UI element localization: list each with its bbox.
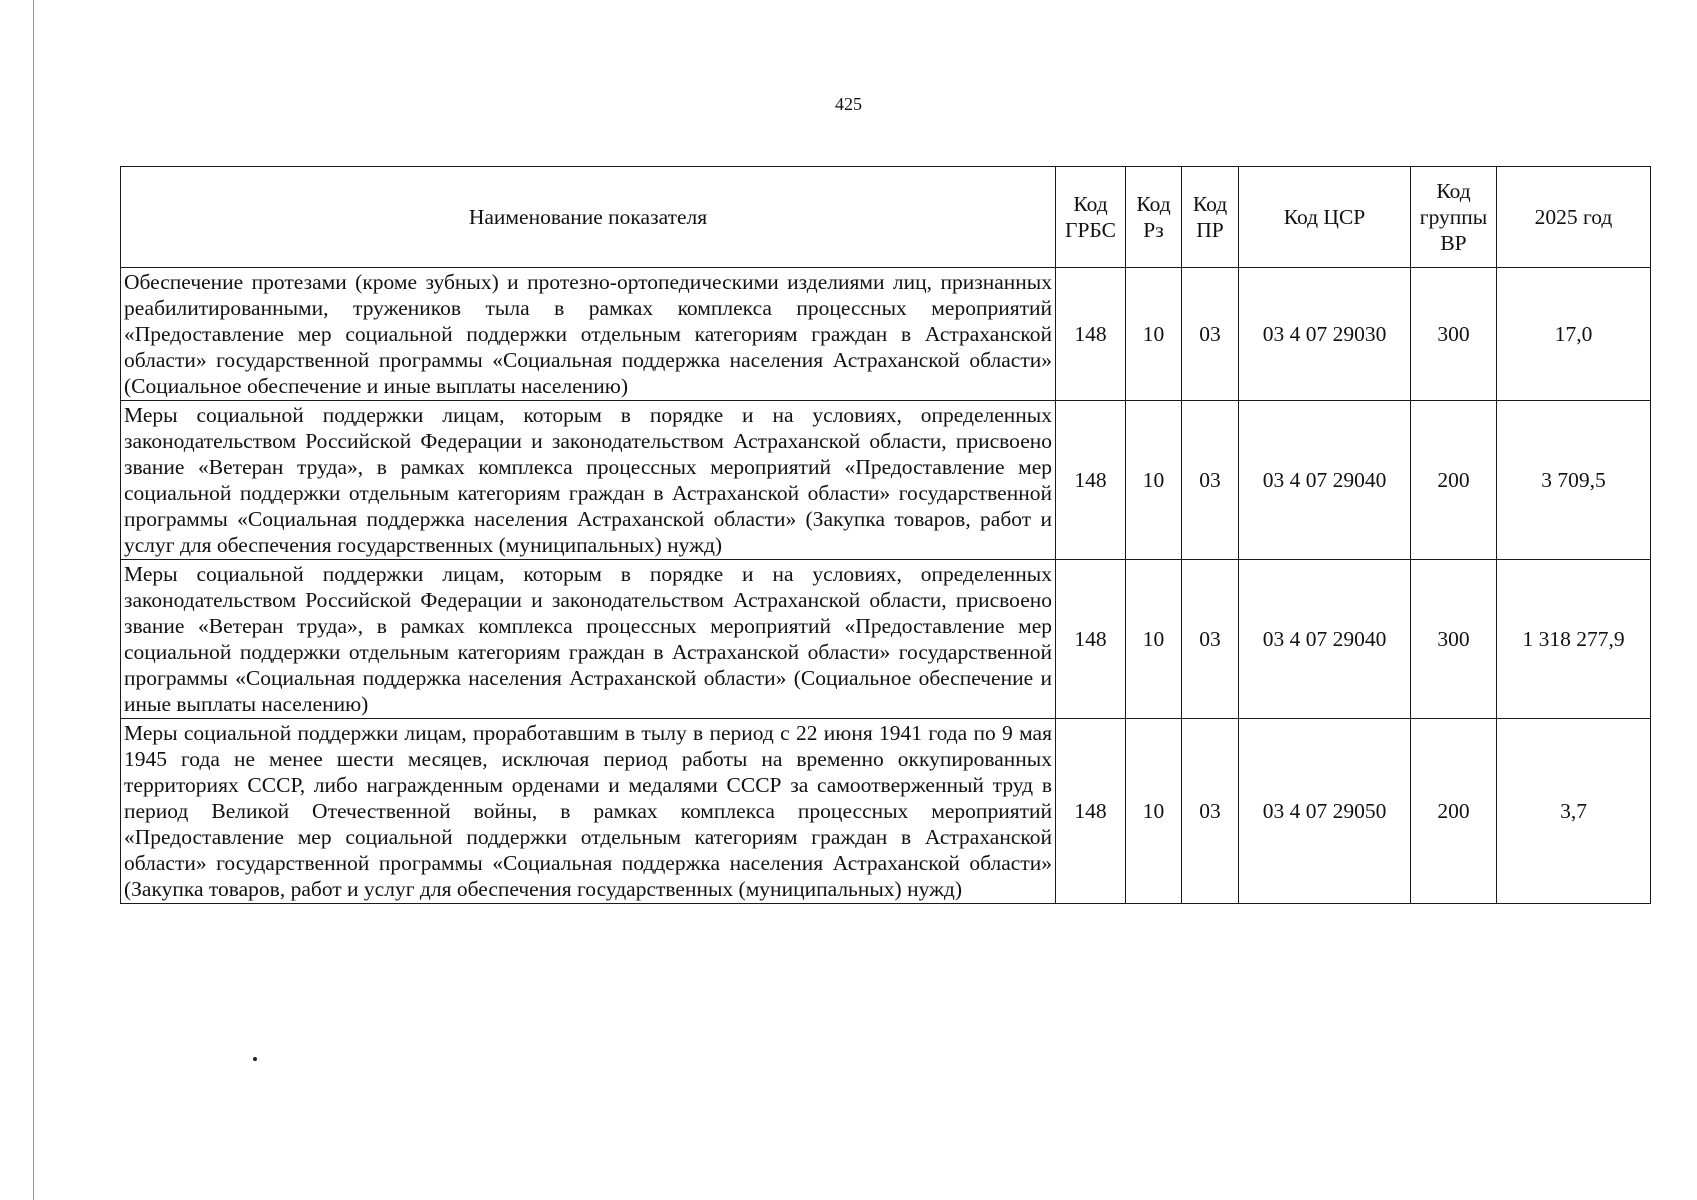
page-number: 425 — [835, 94, 862, 114]
csr-code: 03 4 07 29050 — [1239, 719, 1411, 904]
pr-code: 03 — [1182, 560, 1239, 719]
table-header-row — [121, 167, 1651, 268]
rz-code: 10 — [1126, 719, 1182, 904]
vr-code: 300 — [1411, 268, 1497, 401]
header-csr: Код ЦСР — [1239, 167, 1411, 268]
indicator-name: Меры социальной поддержки лицам, которым в порядке и на условиях, определенных законодательством Российской Федерации и законодательством Астраханской области, присвоено звание «Ветеран труда», в рамках комплекса процессных мероприятий «Предоставление мер социальной поддержки отдельным категориям граждан в Астраханской области» государственной программы «Социальная поддержка населения Астраханской области» (Социальное обеспечение и иные выплаты населению) — [121, 560, 1056, 719]
rz-code: 10 — [1126, 401, 1182, 560]
indicator-name: Меры социальной поддержки лицам, проработавшим в тылу в период с 22 июня 1941 года по 9 мая 1945 года не менее шести месяцев, исключая период работы на временно оккупированных территориях СССР, либо награжденным орденами и медалями СССР за самоотверженный труд в период Великой Отечественной войны, в рамках комплекса процессных мероприятий «Предоставление мер социальной поддержки отдельным категориям граждан в Астраханской области» государственной программы «Социальная поддержка населения Астраханской области» (Закупка товаров, работ и услуг для обеспечения государственных (муниципальных) нужд) — [121, 719, 1056, 904]
scan-speck — [253, 1057, 257, 1061]
grbs-code: 148 — [1056, 268, 1126, 401]
amount-2025: 17,0 — [1497, 268, 1651, 401]
vr-code: 200 — [1411, 719, 1497, 904]
header-year: 2025 год — [1497, 167, 1651, 268]
header-name: Наименование показателя — [121, 167, 1056, 268]
pr-code: 03 — [1182, 268, 1239, 401]
rz-code: 10 — [1126, 268, 1182, 401]
csr-code: 03 4 07 29040 — [1239, 560, 1411, 719]
vr-code: 200 — [1411, 401, 1497, 560]
indicator-name: Меры социальной поддержки лицам, которым в порядке и на условиях, определенных законодательством Российской Федерации и законодательством Астраханской области, присвоено звание «Ветеран труда», в рамках комплекса процессных мероприятий «Предоставление мер социальной поддержки отдельным категориям граждан в Астраханской области» государственной программы «Социальная поддержка населения Астраханской области» (Закупка товаров, работ и услуг для обеспечения государственных (муниципальных) нужд) — [121, 401, 1056, 560]
csr-code: 03 4 07 29040 — [1239, 401, 1411, 560]
grbs-code: 148 — [1056, 560, 1126, 719]
table-row — [121, 401, 1651, 560]
header-grbs: Код ГРБС — [1056, 167, 1126, 268]
scan-binding-line — [33, 0, 34, 1200]
table-row — [121, 719, 1651, 904]
header-pr: Код ПР — [1182, 167, 1239, 268]
rz-code: 10 — [1126, 560, 1182, 719]
amount-2025: 3,7 — [1497, 719, 1651, 904]
budget-table — [120, 166, 1651, 904]
header-vr: Код группы ВР — [1411, 167, 1497, 268]
grbs-code: 148 — [1056, 401, 1126, 560]
amount-2025: 3 709,5 — [1497, 401, 1651, 560]
amount-2025: 1 318 277,9 — [1497, 560, 1651, 719]
pr-code: 03 — [1182, 401, 1239, 560]
table-row — [121, 268, 1651, 401]
grbs-code: 148 — [1056, 719, 1126, 904]
indicator-name: Обеспечение протезами (кроме зубных) и протезно-ортопедическими изделиями лиц, признанных реабилитированными, тружеников тыла в рамках комплекса процессных мероприятий «Предоставление мер социальной поддержки отдельным категориям граждан в Астраханской области» государственной программы «Социальная поддержка населения Астраханской области» (Социальное обеспечение и иные выплаты населению) — [121, 268, 1056, 401]
csr-code: 03 4 07 29030 — [1239, 268, 1411, 401]
table-row — [121, 560, 1651, 719]
header-rz: Код Рз — [1126, 167, 1182, 268]
vr-code: 300 — [1411, 560, 1497, 719]
pr-code: 03 — [1182, 719, 1239, 904]
